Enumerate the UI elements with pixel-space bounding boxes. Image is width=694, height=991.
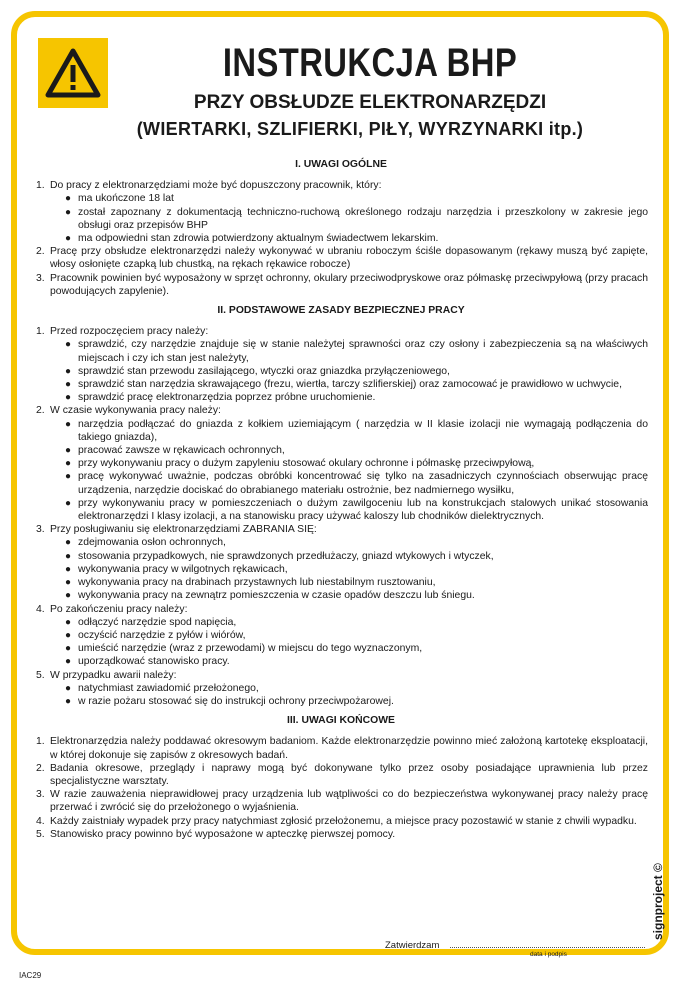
sub-item: ● w razie pożaru stosować się do instrukcji ochrony przeciwpożarowej.: [65, 695, 394, 707]
sub-item: ● wykonywania pracy w wilgotnych rękawicach,: [65, 563, 288, 575]
warning-sign: [38, 38, 108, 108]
section-list: [34, 325, 648, 708]
sub-item: ● wykonywania pracy na drabinach przystawnych lub niestabilnym rusztowaniu,: [65, 577, 436, 589]
section-list: [34, 735, 648, 841]
list-item: 1. Elektronarzędzia należy poddawać okresowym badaniom. Każde elektronarzędzie powinno mieć założoną kartotekę eksploatacji, w której dokonuje się zapisów z okresowych badań.: [36, 736, 648, 761]
list-item: 3. Pracownik powinien być wyposażony w sprzęt ochronny, okulary przeciwodpryskowe oraz półmaskę przeciwpyłową (przy pracach powodujących zapylenie).: [36, 272, 648, 297]
list-item: 5. Stanowisko pracy powinno być wyposażone w apteczkę pierwszej pomocy.: [36, 828, 396, 840]
section-list: [34, 179, 648, 298]
page-title: INSTRUKCJA BHP: [222, 41, 518, 85]
sub-item: ● sprawdzić stan przewodu zasilającego, wtyczki oraz gniazdka przyłączeniowego,: [65, 365, 450, 377]
section-heading: II. PODSTAWOWE ZASADY BEZPIECZNEJ PRACY: [217, 305, 465, 317]
list-item: 1. Przed rozpoczęciem pracy należy: ● sprawdzić, czy narzędzie znajduje się w stanie należytej sprawności oraz czy osłony i zabezpieczenia są na właściwych miejscach i czy ich stan jest należyty, ● sprawdzić stan przewodu zasilającego, wtyczki oraz gniazdka przyłączeniowego, ● sprawdzić stan narzędzia skrawającego (frezu, wiertła, tarczy szlifierskiej) oraz zamocować je prawidłowo w uchwycie, ● sprawdzić pracę elektronarzędzia poprzez próbne uruchomienie.: [36, 326, 648, 404]
sub-item: ● stosowania przypadkowych, nie sprawdzonych przedłużaczy, gniazd wtykowych i wtyczek,: [65, 550, 494, 562]
sub-item: ● sprawdzić stan narzędzia skrawającego (frezu, wiertła, tarczy szlifierskiej) oraz zamocować je prawidłowo w uchwycie,: [65, 379, 622, 391]
list-item: 2. Badania okresowe, przeglądy i naprawy mogą być dokonywane tylko przez osoby posiadające uprawnienia lub przez specjalistyczne warsztaty.: [36, 762, 648, 787]
list-item: 3. W razie zauważenia nieprawidłowej pracy urządzenia lub wątpliwości co do bezpieczeństwa wykonywanej pracy należy pracę przerwać i zwrócić się do przełożonego o wyjaśnienia.: [36, 789, 648, 814]
sub-item: ● narzędzia podłączać do gniazda z kołkiem uziemiającym ( narzędzia w II klasie izolacji nie wymagają podłączenia do takiego gniazda),: [65, 418, 648, 443]
signature-caption: data i podpis: [530, 951, 567, 958]
signature-line: [450, 947, 645, 948]
list-item: 5. W przypadku awarii należy: ● natychmiast zawiadomić przełożonego, ● w razie pożaru stosować się do instrukcji ochrony przeciwpożarowej.: [34, 669, 648, 709]
list-item: 1. Do pracy z elektronarzędziami może być dopuszczony pracownik, który: ● ma ukończone 18 lat ● został zapoznany z dokumentacją techniczno-ruchową określonego rodzaju narzędzia i przeszkolony w zakresie jego obsługi oraz przepisów BHP ● ma odpowiedni stan zdrowia potwierdzony aktualnym świadectwem lekarskim.: [36, 180, 648, 245]
section-heading: I. UWAGI OGÓLNE: [295, 159, 387, 170]
sub-item: ● uporządkować stanowisko pracy.: [65, 656, 230, 668]
list-item: 2. Pracę przy obsłudze elektronarzędzi należy wykonywać w ubraniu roboczym ściśle dopasowanym (rękawy muszą być zapięte, włosy osłonięte czapką lub chustką, na rękach rękawice robocze): [36, 246, 648, 271]
sub-item: ● oczyścić narzędzie z pyłów i wiórów,: [65, 629, 246, 641]
brand-label: signproject ©: [651, 863, 665, 940]
sub-item: ● pracować zawsze w rękawicach ochronnych,: [65, 445, 285, 457]
sub-item: ● umieścić narzędzie (wraz z przewodami) w miejscu do tego wyznaczonym,: [65, 643, 423, 655]
sub-item: ● przy wykonywaniu pracy w pomieszczeniach o dużym zawilgoceniu lub na konstrukcjach stalowych unikać stosowania elektronarzędzi I klasy izolacji, a na stanowisku pracy używać kaloszy lub chodników dielektrycznych.: [65, 497, 648, 523]
section-heading: III. UWAGI KOŃCOWE: [287, 715, 395, 727]
subtitle-tools: (WIERTARKI, SZLIFIERKI, PIŁY, WYRZYNARKI itp.): [136, 119, 584, 139]
sub-item: ● pracę wykonywać uważnie, podczas obróbki koncentrować się tylko na zasadniczych czynnościach obserwując pracę urządzenia, narzędzie dociskać do obrabianego materiału ostrożnie, bez nadmiernego wysiłku,: [65, 471, 648, 496]
sub-item: ● sprawdzić, czy narzędzie znajduje się w stanie należytej sprawności oraz czy osłony i zabezpieczenia są na właściwych miejscach i czy ich stan jest należyty,: [65, 339, 648, 364]
sub-item: ● został zapoznany z dokumentacją techniczno-ruchową określonego rodzaju narzędzia i przeszkolony w zakresie jego obsługi oraz przepisów BHP: [65, 206, 648, 231]
sub-item: ● odłączyć narzędzie spod napięcia,: [65, 616, 237, 628]
list-item: 2. W czasie wykonywania pracy należy: ● narzędzia podłączać do gniazda z kołkiem uziemiającym ( narzędzia w II klasie izolacji nie wymagają podłączenia do takiego gniazda), ● pracować zawsze w rękawicach ochronnych, ● przy wykonywaniu pracy o dużym zapyleniu stosować okulary ochronne i półmaskę przeciwpyłową, ● pracę wykonywać uważnie, podczas obróbki koncentrować się tylko na zasadniczych czynnościach obserwując pracę urządzenia, narzędzie dociskać do obrabianego materiału ostrożnie, bez nadmiernego wysiłku, ● przy wykonywaniu pracy w pomieszczeniach o dużym zawilgoceniu lub na konstrukcjach stalowych unikać stosowania elektronarzędzi I klasy izolacji, a na stanowisku pracy używać kaloszy lub chodników dielektrycznych.: [36, 405, 648, 523]
list-item: 3. Przy posługiwaniu się elektronarzędziami ZABRANIA SIĘ: ● zdejmowania osłon ochronnych, ● stosowania przypadkowych, nie sprawdzonych przedłużaczy, gniazd wtykowych i wtyczek, ● wykonywania pracy w wilgotnych rękawicach, ● wykonywania pracy na drabinach przystawnych lub niestabilnym rusztowaniu, ● wykonywania pracy na zewnątrz pomieszczenia w czasie opadów deszczu lub śniegu.: [34, 523, 648, 602]
sub-item: ● wykonywania pracy na zewnątrz pomieszczenia w czasie opadów deszczu lub śniegu.: [65, 590, 475, 602]
sub-item: ● natychmiast zawiadomić przełożonego,: [65, 682, 259, 694]
list-item: 4. Po zakończeniu pracy należy: ● odłączyć narzędzie spod napięcia, ● oczyścić narzędzie z pyłów i wiórów, ● umieścić narzędzie (wraz z przewodami) w miejscu do tego wyznaczonym, ● uporządkować stanowisko pracy.: [34, 603, 648, 669]
sub-item: ● ma ukończone 18 lat: [65, 193, 174, 205]
sub-item: ● sprawdzić pracę elektronarzędzia poprzez próbne uruchomienie.: [65, 392, 376, 404]
list-item: 4. Każdy zaistniały wypadek przy pracy natychmiast zgłosić przełożonemu, a miejsce pracy pozostawić w stanie z chwili wypadku.: [36, 815, 637, 827]
sub-item: ● ma odpowiedni stan zdrowia potwierdzony aktualnym świadectwem lekarskim.: [65, 233, 439, 245]
sub-item: ● przy wykonywaniu pracy o dużym zapyleniu stosować okulary ochronne i półmaskę przeciwpyłową,: [65, 458, 535, 470]
sub-item: ● zdejmowania osłon ochronnych,: [65, 537, 226, 549]
warning-triangle-icon: [38, 38, 108, 108]
approve-label: Zatwierdzam: [385, 940, 440, 951]
product-code: IAC29: [19, 971, 42, 980]
subtitle: PRZY OBSŁUDZE ELEKTRONARZĘDZI: [193, 92, 547, 113]
instruction-body: [34, 158, 648, 841]
